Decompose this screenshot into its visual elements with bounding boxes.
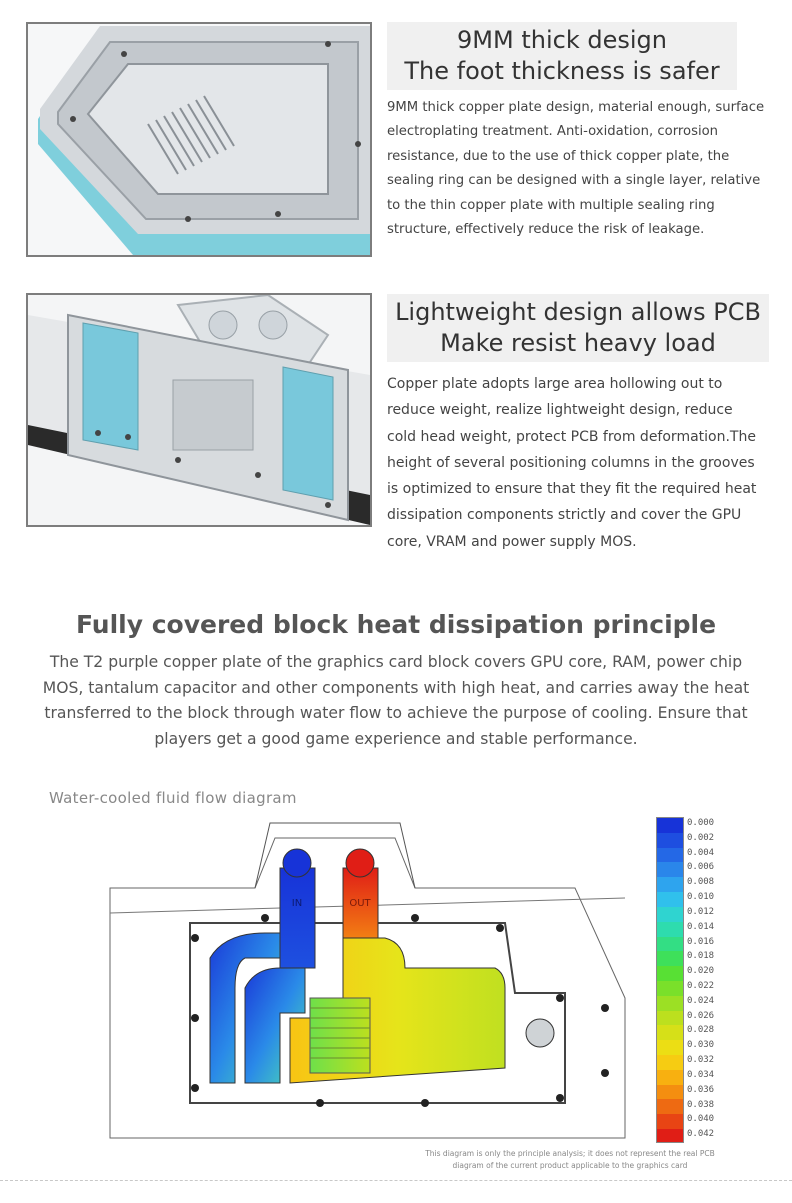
feature1-body-line: to the thin copper plate with multiple sealing ring	[387, 197, 715, 213]
legend-value-label: 0.030	[687, 1040, 715, 1051]
legend-swatch	[657, 1099, 683, 1114]
legend-value-label: 0.006	[687, 862, 715, 873]
legend-swatch	[657, 818, 683, 833]
feature1-body-line: 9MM thick copper plate design, material enough, surface	[387, 100, 765, 115]
feature2-heading-line2: Make resist heavy load	[440, 329, 716, 357]
legend-value-label: 0.012	[687, 906, 715, 917]
legend-value-label: 0.036	[687, 1084, 715, 1095]
legend-swatch	[657, 922, 683, 937]
feature2-body-line: Copper plate adopts large area hollowing out to	[387, 376, 723, 392]
legend-value-label: 0.022	[687, 981, 715, 991]
disclaimer-line1: This diagram is only the principle analysis; it does not represent the real PCB	[425, 1149, 715, 1158]
legend-value-label: 0.028	[687, 1025, 715, 1036]
principle-title: Fully covered block heat dissipation principle	[75, 610, 717, 639]
principle-body-line: players get a good game experience and stable performance.	[154, 729, 638, 748]
principle-body-line: The T2 purple copper plate of the graphics card block covers GPU core, RAM, power chip	[49, 653, 743, 671]
feature1-body	[387, 96, 787, 242]
legend-swatch	[657, 1025, 683, 1040]
legend-swatch	[657, 877, 683, 892]
feature1-body-line: resistance, due to the use of thick copper plate, the	[387, 148, 730, 164]
legend-value-label: 0.010	[687, 892, 715, 903]
disclaimer-line2: diagram of the current product applicable to the graphics card	[452, 1161, 688, 1170]
legend-value-label: 0.002	[687, 832, 715, 843]
principle-body-line: MOS, tantalum capacitor and other components with high heat, and carries away the heat	[42, 678, 750, 697]
feature2-body-line: core, VRAM and power supply MOS.	[387, 533, 637, 550]
feature2-body-line: reduce weight, realize lightweight design, reduce	[387, 402, 733, 419]
legend-value-label: 0.026	[687, 1010, 715, 1021]
principle-body	[0, 650, 792, 752]
hollowed-plate-illustration	[28, 295, 370, 525]
legend-value-label: 0.032	[687, 1055, 715, 1066]
diagram-caption: Water-cooled fluid flow diagram	[49, 789, 297, 807]
legend-swatch	[657, 1011, 683, 1026]
legend-value-label: 0.000	[687, 818, 715, 828]
legend-value-label: 0.038	[687, 1099, 715, 1110]
lightweight-plate-image	[26, 293, 372, 527]
feature2-heading-line1: Lightweight design allows PCB	[395, 298, 761, 326]
legend-swatch	[657, 996, 683, 1011]
legend-color-bar	[656, 817, 684, 1143]
legend-swatch	[657, 981, 683, 996]
feature1-body-line: sealing ring can be designed with a single layer, relative	[387, 173, 761, 189]
legend-labels	[687, 817, 727, 1143]
feature1-body-line: structure, effectively reduce the risk of leakage.	[387, 222, 705, 238]
legend-value-label: 0.040	[687, 1114, 715, 1125]
legend-value-label: 0.008	[687, 877, 715, 888]
legend-swatch	[657, 966, 683, 981]
legend-value-label: 0.020	[687, 966, 715, 977]
legend-swatch	[657, 1114, 683, 1129]
flow-diagram	[105, 818, 650, 1143]
legend-value-label: 0.014	[687, 921, 715, 932]
feature1-heading-line1: 9MM thick design	[457, 26, 667, 54]
legend-swatch	[657, 1040, 683, 1055]
legend-swatch	[657, 1055, 683, 1070]
feature2-heading	[387, 294, 769, 362]
bottom-divider	[0, 1180, 792, 1181]
legend-value-label: 0.042	[687, 1129, 715, 1140]
legend-value-label: 0.004	[687, 847, 715, 858]
outlet-label: OUT	[349, 898, 371, 909]
legend-value-label: 0.018	[687, 951, 715, 962]
feature2-body-line: cold head weight, protect PCB from deformation.The	[387, 428, 756, 445]
legend-swatch	[657, 833, 683, 848]
legend-value-label: 0.034	[687, 1069, 715, 1080]
copper-plate-thickness-image	[26, 22, 372, 257]
legend-swatch	[657, 862, 683, 877]
feature2-body	[387, 371, 787, 555]
feature1-heading-line2: The foot thickness is safer	[404, 57, 720, 85]
legend-value-label: 0.024	[687, 995, 715, 1006]
principle-body-line: transferred to the block through water flow to achieve the purpose of cooling. Ensure that	[44, 704, 748, 722]
diagram-disclaimer	[395, 1148, 745, 1172]
inlet-label: IN	[291, 898, 303, 909]
legend-swatch	[657, 848, 683, 863]
legend-swatch	[657, 1070, 683, 1085]
feature1-heading	[387, 22, 737, 90]
feature2-body-line: is optimized to ensure that they fit the required heat	[387, 481, 757, 498]
feature2-body-line: dissipation components strictly and cover the GPU	[387, 507, 742, 524]
flow-legend	[656, 817, 726, 1143]
legend-value-label: 0.016	[687, 936, 715, 947]
feature2-body-line: height of several positioning columns in the grooves	[387, 454, 755, 471]
legend-swatch	[657, 951, 683, 966]
copper-plate-illustration	[28, 24, 370, 255]
feature1-body-line: electroplating treatment. Anti-oxidation, corrosion	[387, 124, 719, 140]
legend-swatch	[657, 892, 683, 907]
legend-swatch	[657, 1129, 683, 1143]
legend-swatch	[657, 937, 683, 952]
legend-swatch	[657, 907, 683, 922]
legend-swatch	[657, 1085, 683, 1100]
